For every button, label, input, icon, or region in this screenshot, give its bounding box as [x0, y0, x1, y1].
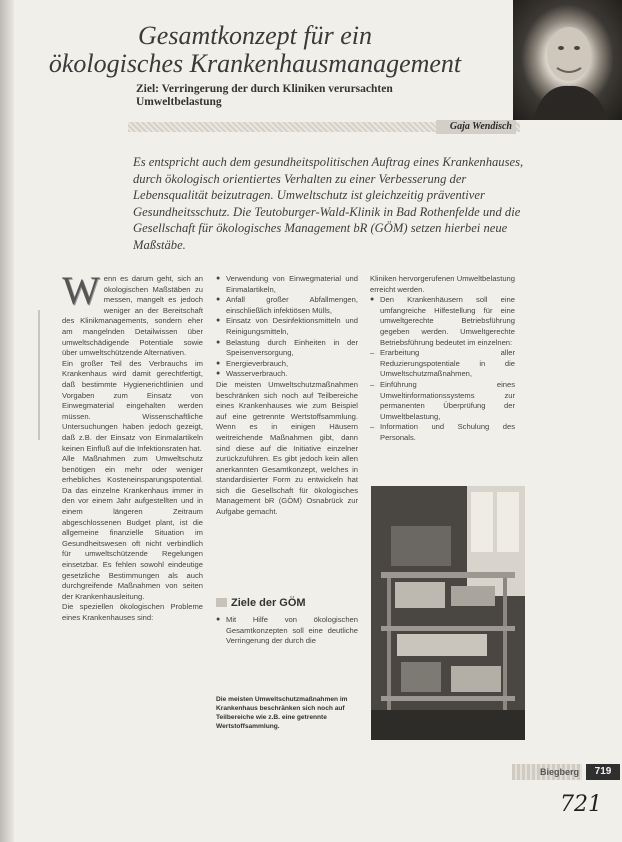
- page-number: 719: [586, 764, 620, 780]
- photo-caption: Die meisten Umweltschutzmaßnahmen im Krankenhaus beschränken sich noch auf Teilbereiche wie z.B. eine getrennte Wertstoffsammlung.: [216, 696, 348, 730]
- col1-paragraph-4: Die speziellen ökologischen Probleme eines Krankenhauses sind:: [62, 602, 203, 622]
- drop-cap: W: [62, 268, 100, 313]
- column-3: [370, 274, 515, 444]
- column-1: [62, 268, 203, 624]
- list-item: – Information und Schulung des Personals.: [370, 422, 515, 443]
- column-2-lower: [216, 615, 358, 647]
- column-2: [216, 274, 358, 518]
- goals-list: [216, 615, 358, 647]
- list-item: ● Belastung durch Einheiten in der Speisenversorgung,: [216, 338, 358, 359]
- list-item: ● Einsatz von Desinfektionsmitteln und Reinigungsmitteln,: [216, 316, 358, 337]
- col2-paragraph-1: Die meisten Umweltschutzmaßnahmen beschränken sich noch auf Teilbereiche eines Krankenhauses wie zum Beispiel auf eine getrennte Wertstoffsammlung. Wenn es in einigen Häusern weitreichende Maßnahmen gibt, dann sind diese auf die Initiative einzelner zurückzuführen. Es gibt jedoch kein allen anerkannten Gesamtkonzept, welches in standardisierter Form zu entwickeln hat sich die Gesellschaft für ökologisches Management bR (GÖM) Osnabrück zur Aufgabe gemacht.: [216, 379, 358, 517]
- col3-paragraph-1: Kliniken hervorgerufenen Umweltbelastung erreicht werden.: [370, 274, 515, 294]
- handwritten-page-number: 721: [560, 792, 602, 817]
- article-photo: [371, 486, 525, 740]
- title-line-2: ökologisches Krankenhausmanagement: [48, 49, 462, 78]
- article-subtitle: Ziel: Verringerung der durch Kliniken verursachten Umweltbelastung: [136, 83, 393, 108]
- magazine-logo: Biegberg: [512, 764, 582, 780]
- lead-paragraph: Es entspricht auch dem gesundheitspolitischen Auftrag eines Krankenhauses, durch ökologisch orientiertes Verhalten zu einer Verbesserung der Lebensqualität beizutragen. Umweltschutz ist gleichzeitig präventiver Gesundheitsschutz. Die Teutoburger-Wald-Klinik in Bad Rothenfelde und die Gesellschaft für ökologisches Management bR (GÖM) setzen hierbei neue Maßstäbe.: [133, 155, 524, 252]
- section-heading-text: Ziele der GÖM: [231, 597, 306, 609]
- article-title: [40, 22, 470, 78]
- list-item: ● Energieverbrauch,: [216, 359, 358, 370]
- heading-square-icon: [216, 598, 227, 607]
- col1-paragraph-1: [62, 268, 203, 359]
- col1-paragraph-3: Alle Maßnahmen zum Umweltschutz benötigen ein mehr oder weniger erhebliches Kosteneinsparungspotential. Da das einzelne Krankenhaus immer in den vor einem Jahr aufgestellten und in einem längeren Zeitraum abgeschlossenen Budget plant, ist die allgemeine finanzielle Situation im Gesundheitswesen oft nicht verbindlich für umweltschützende Regelungen einsetzbar. Es fehlen sowohl eindeutige gesetzliche Bestimmungen als auch durchgreifende Maßnahmen von seiten der Krankenhausleitung.: [62, 454, 203, 601]
- list-item: ● Anfall großer Abfallmengen, einschließlich infektiösen Mülls,: [216, 295, 358, 316]
- list-item: – Erarbeitung aller Reduzierungspotentiale in die Umweltschutzmaßnahmen,: [370, 348, 515, 380]
- list-item: – Einführung eines Umweltinformationssystems zur permanenten Überprüfung der Umweltbelastung,: [370, 380, 515, 422]
- section-heading: [216, 596, 366, 610]
- title-line-1: Gesamtkonzept für ein: [138, 21, 372, 50]
- scan-shadow: [0, 0, 14, 842]
- col1-paragraph-1-text: enn es darum geht, sich an ökologischen Maßstäben zu messen, mangelt es jedoch weniger an der Bereitschaft des Klinikmanagements, sondern eher am mangelnden Detailwissen über umweltschädigende Potentiale sowie über umweltschützende Alternativen.: [62, 274, 203, 358]
- goals-list-continued: [370, 295, 515, 348]
- list-item: ● Wasserverbrauch.: [216, 369, 358, 380]
- scan-artifact: [38, 310, 40, 440]
- author-photo: [513, 0, 622, 120]
- col1-paragraph-2: Ein großer Teil des Verbrauchs im Krankenhaus wird damit gerechtfertigt, daß bestimmte Hygienerichtlinien und Vorgaben zum Einsatz von Einwegmaterial eingehalten werden müssen. Wissenschaftliche Untersuchungen haben jedoch gezeigt, daß z.B. der Einsatz von Einmalartikeln keinen Einfluß auf die Infektionsraten hat.: [62, 358, 203, 453]
- list-item: ● Verwendung von Einwegmaterial und Einmalartikeln,: [216, 274, 358, 295]
- author-name: Gaja Wendisch: [436, 120, 516, 134]
- list-item: ● Den Krankenhäusern soll eine umfangreiche Hilfestellung für eine umweltgerechte Betriebsführung gegeben werden. Umweltgerechte Betriebsführung bedeutet im einzelnen:: [370, 295, 515, 348]
- list-item: ● Mit Hilfe von ökologischen Gesamtkonzepten soll eine deutliche Verringerung der durch die: [216, 615, 358, 647]
- problem-list: [216, 274, 358, 380]
- dash-list: [370, 348, 515, 443]
